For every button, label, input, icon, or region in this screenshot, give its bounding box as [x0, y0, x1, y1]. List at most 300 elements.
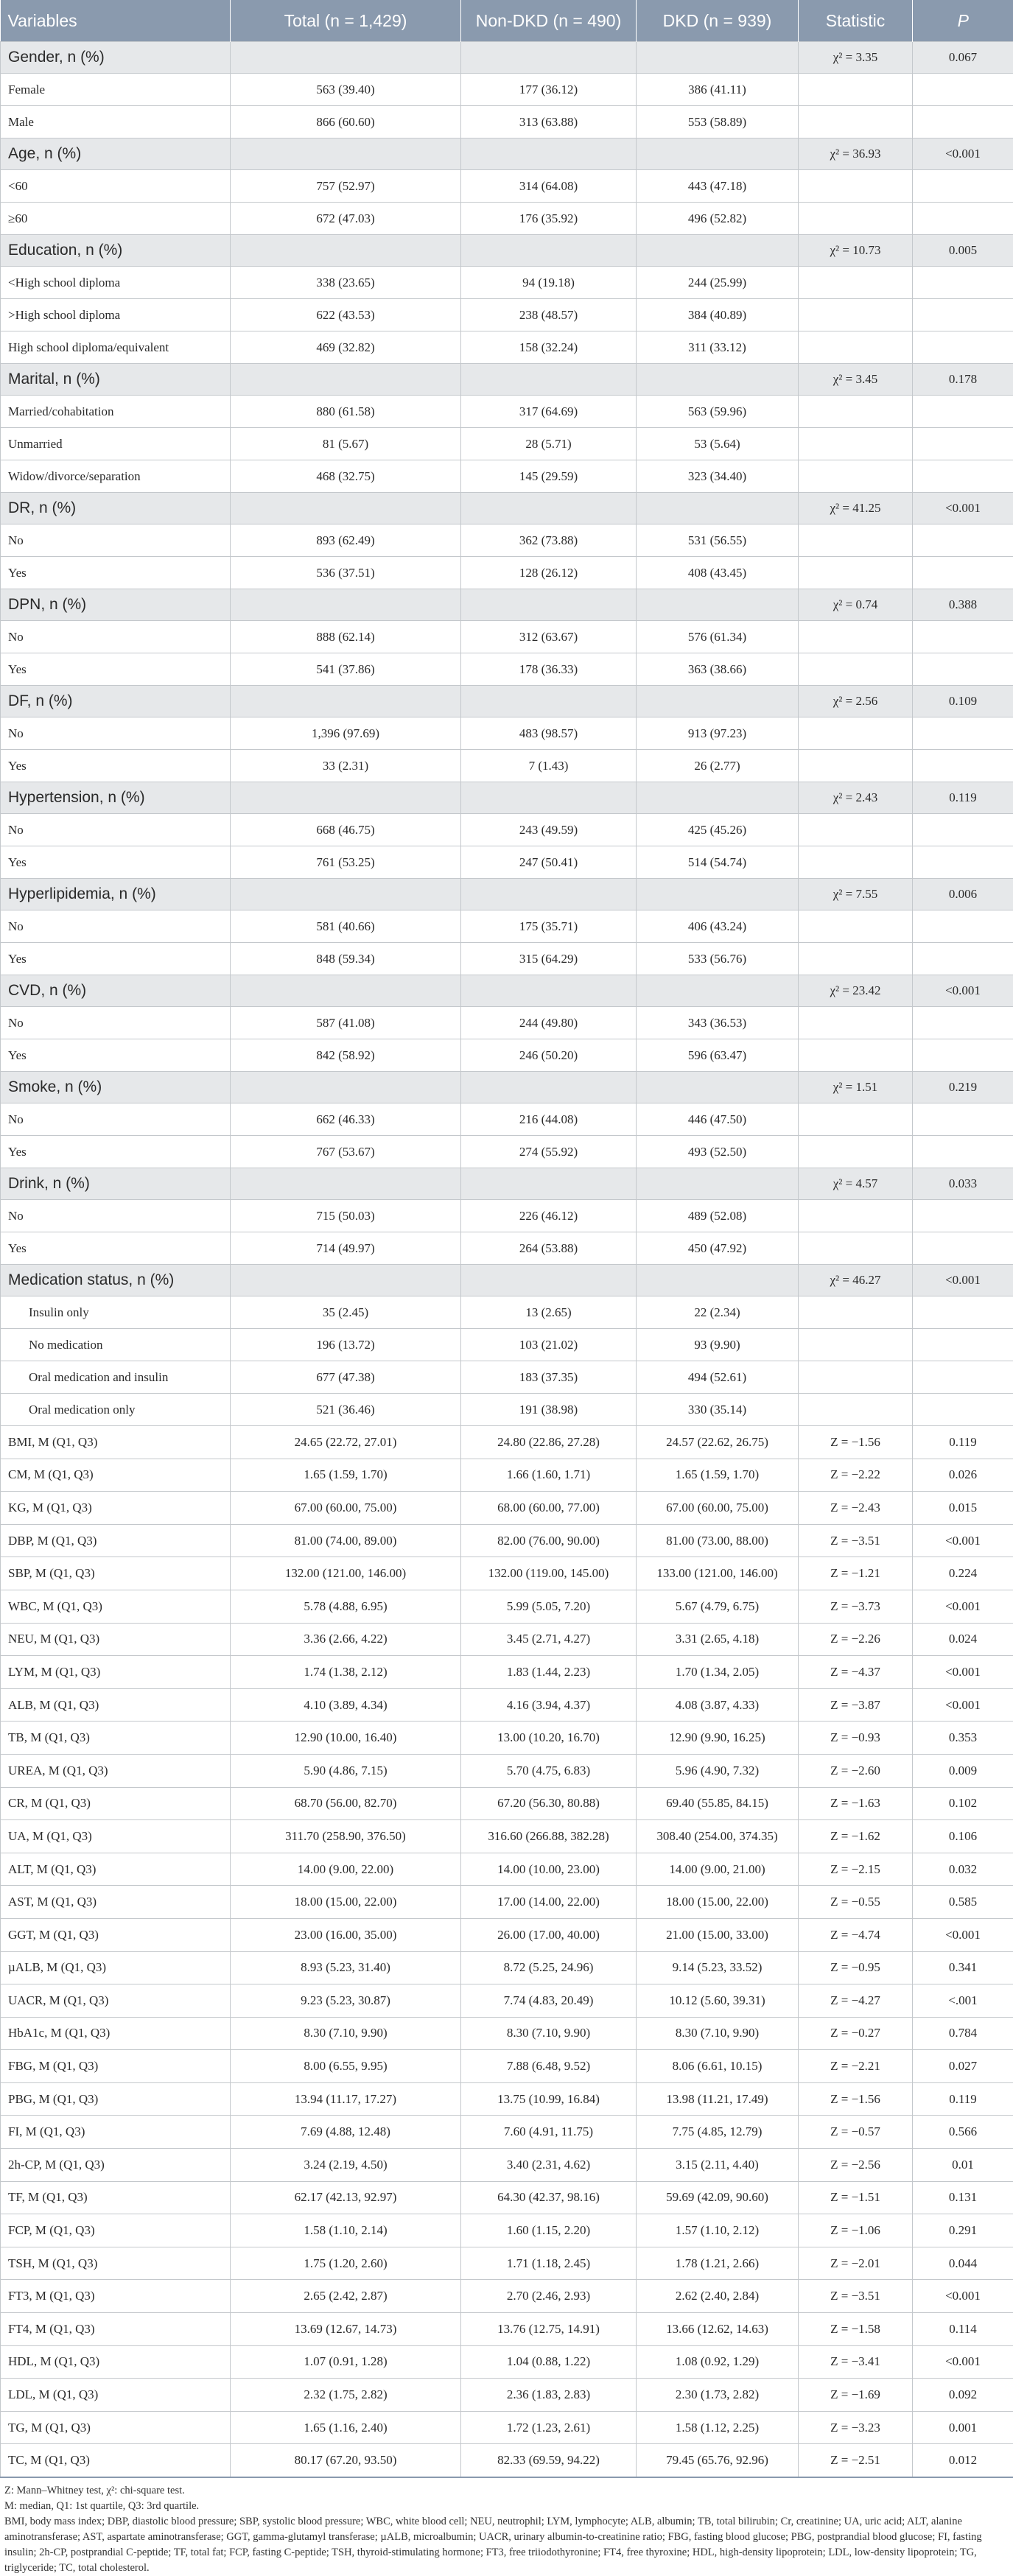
non-dkd-value: 1.60 (1.15, 2.20): [461, 2214, 637, 2247]
total-value: 35 (2.45): [231, 1296, 461, 1329]
non-dkd-value: 17.00 (14.00, 22.00): [461, 1886, 637, 1919]
total-value: 1.75 (1.20, 2.60): [231, 2247, 461, 2280]
variable-label: AST, M (Q1, Q3): [1, 1886, 231, 1919]
total-value: 2.32 (1.75, 2.82): [231, 2379, 461, 2412]
dkd-value: 5.67 (4.79, 6.75): [637, 1590, 799, 1623]
statistic-value: Z = −0.55: [799, 1886, 913, 1919]
category-p-value: 0.033: [913, 1168, 1013, 1200]
total-value: 842 (58.92): [231, 1039, 461, 1072]
non-dkd-value: 244 (49.80): [461, 1007, 637, 1039]
subgroup-row: [1, 170, 1013, 203]
total-value: 1.58 (1.10, 2.14): [231, 2214, 461, 2247]
statistic-value: Z = −1.56: [799, 2082, 913, 2116]
category-non-dkd-cell: [461, 686, 637, 717]
category-p-value: <0.001: [913, 1265, 1013, 1296]
p-value-cell: [913, 1329, 1013, 1361]
category-statistic: χ² = 2.56: [799, 686, 913, 717]
dkd-value: 514 (54.74): [637, 846, 799, 879]
dkd-value: 450 (47.92): [637, 1232, 799, 1265]
category-non-dkd-cell: [461, 782, 637, 814]
p-value: 0.566: [913, 2116, 1013, 2149]
non-dkd-value: 82.00 (76.00, 90.00): [461, 1524, 637, 1557]
subgroup-label: Yes: [1, 557, 231, 589]
subgroup-row: [1, 1329, 1013, 1361]
category-dkd-cell: [637, 138, 799, 170]
non-dkd-value: 177 (36.12): [461, 74, 637, 106]
dkd-value: 81.00 (73.00, 88.00): [637, 1524, 799, 1557]
category-row: [1, 493, 1013, 524]
total-value: 880 (61.58): [231, 396, 461, 428]
p-value: 0.291: [913, 2214, 1013, 2247]
non-dkd-value: 26.00 (17.00, 40.00): [461, 1918, 637, 1951]
subgroup-row: [1, 331, 1013, 364]
total-value: 1.74 (1.38, 2.12): [231, 1656, 461, 1689]
category-label: Education, n (%): [1, 235, 231, 267]
continuous-row: [1, 1984, 1013, 2018]
statistic-value: Z = −2.15: [799, 1853, 913, 1886]
category-statistic: χ² = 4.57: [799, 1168, 913, 1200]
subgroup-row: [1, 1200, 1013, 1232]
statistic-cell: [799, 1039, 913, 1072]
statistic-value: Z = −2.01: [799, 2247, 913, 2280]
subgroup-row: [1, 524, 1013, 557]
category-dkd-cell: [637, 493, 799, 524]
variable-label: TB, M (Q1, Q3): [1, 1722, 231, 1755]
total-value: 196 (13.72): [231, 1329, 461, 1361]
subgroup-row: [1, 1039, 1013, 1072]
total-value: 5.90 (4.86, 7.15): [231, 1754, 461, 1787]
variable-label: NEU, M (Q1, Q3): [1, 1623, 231, 1656]
total-value: 13.94 (11.17, 17.27): [231, 2082, 461, 2116]
category-dkd-cell: [637, 782, 799, 814]
category-non-dkd-cell: [461, 975, 637, 1007]
category-label: Hyperlipidemia, n (%): [1, 879, 231, 910]
p-value-cell: [913, 170, 1013, 203]
total-value: 468 (32.75): [231, 460, 461, 493]
subgroup-label: Yes: [1, 750, 231, 782]
total-value: 2.65 (2.42, 2.87): [231, 2280, 461, 2313]
dkd-value: 533 (56.76): [637, 943, 799, 975]
statistic-cell: [799, 396, 913, 428]
p-value-cell: [913, 396, 1013, 428]
p-value: 0.119: [913, 2082, 1013, 2116]
statistic-cell: [799, 74, 913, 106]
total-value: 521 (36.46): [231, 1394, 461, 1426]
continuous-row: [1, 1557, 1013, 1590]
statistic-value: Z = −1.69: [799, 2379, 913, 2412]
non-dkd-value: 176 (35.92): [461, 203, 637, 235]
subgroup-row: [1, 1361, 1013, 1394]
category-non-dkd-cell: [461, 1168, 637, 1200]
category-statistic: χ² = 1.51: [799, 1072, 913, 1103]
continuous-row: [1, 2247, 1013, 2280]
non-dkd-value: 362 (73.88): [461, 524, 637, 557]
non-dkd-value: 82.33 (69.59, 94.22): [461, 2444, 637, 2477]
p-value-cell: [913, 524, 1013, 557]
statistic-cell: [799, 331, 913, 364]
variable-label: LDL, M (Q1, Q3): [1, 2379, 231, 2412]
p-value-cell: [913, 1361, 1013, 1394]
dkd-value: 406 (43.24): [637, 910, 799, 943]
subgroup-label: Oral medication only: [1, 1394, 231, 1426]
non-dkd-value: 216 (44.08): [461, 1103, 637, 1136]
total-value: 311.70 (258.90, 376.50): [231, 1820, 461, 1853]
total-value: 24.65 (22.72, 27.01): [231, 1426, 461, 1459]
category-label: DPN, n (%): [1, 589, 231, 621]
non-dkd-value: 14.00 (10.00, 23.00): [461, 1853, 637, 1886]
non-dkd-value: 13 (2.65): [461, 1296, 637, 1329]
category-non-dkd-cell: [461, 1072, 637, 1103]
total-value: 677 (47.38): [231, 1361, 461, 1394]
subgroup-row: [1, 1232, 1013, 1265]
category-label: Gender, n (%): [1, 42, 231, 74]
subgroup-label: Female: [1, 74, 231, 106]
continuous-row: [1, 1787, 1013, 1820]
continuous-row: [1, 2082, 1013, 2116]
total-value: 8.00 (6.55, 9.95): [231, 2050, 461, 2083]
p-value: 0.01: [913, 2149, 1013, 2182]
dkd-value: 22 (2.34): [637, 1296, 799, 1329]
statistic-cell: [799, 170, 913, 203]
category-row: [1, 589, 1013, 621]
category-statistic: χ² = 3.35: [799, 42, 913, 74]
p-value-cell: [913, 203, 1013, 235]
statistic-value: Z = −2.51: [799, 2444, 913, 2477]
continuous-row: [1, 1492, 1013, 1525]
p-value: 0.106: [913, 1820, 1013, 1853]
p-value: 0.784: [913, 2017, 1013, 2050]
subgroup-label: No: [1, 1103, 231, 1136]
category-total-cell: [231, 235, 461, 267]
non-dkd-value: 483 (98.57): [461, 717, 637, 750]
statistic-cell: [799, 1007, 913, 1039]
p-value: <.001: [913, 1984, 1013, 2018]
variable-label: LYM, M (Q1, Q3): [1, 1656, 231, 1689]
total-value: 622 (43.53): [231, 299, 461, 331]
continuous-row: [1, 1524, 1013, 1557]
statistic-cell: [799, 557, 913, 589]
subgroup-row: [1, 557, 1013, 589]
total-value: 761 (53.25): [231, 846, 461, 879]
dkd-value: 12.90 (9.90, 16.25): [637, 1722, 799, 1755]
statistic-cell: [799, 1394, 913, 1426]
dkd-value: 363 (38.66): [637, 653, 799, 686]
statistic-cell: [799, 910, 913, 943]
dkd-value: 1.58 (1.12, 2.25): [637, 2411, 799, 2444]
p-value: 0.026: [913, 1459, 1013, 1492]
total-value: 8.93 (5.23, 31.40): [231, 1951, 461, 1984]
non-dkd-value: 178 (36.33): [461, 653, 637, 686]
p-value: <0.001: [913, 2280, 1013, 2313]
non-dkd-value: 3.40 (2.31, 4.62): [461, 2149, 637, 2182]
p-value-cell: [913, 74, 1013, 106]
p-value-cell: [913, 1007, 1013, 1039]
dkd-value: 133.00 (121.00, 146.00): [637, 1557, 799, 1590]
statistic-cell: [799, 460, 913, 493]
non-dkd-value: 5.99 (5.05, 7.20): [461, 1590, 637, 1623]
p-value: 0.131: [913, 2181, 1013, 2214]
continuous-row: [1, 1656, 1013, 1689]
p-value-cell: [913, 750, 1013, 782]
statistic-value: Z = −3.73: [799, 1590, 913, 1623]
total-value: 1.65 (1.59, 1.70): [231, 1459, 461, 1492]
subgroup-label: No: [1, 524, 231, 557]
p-value-cell: [913, 1039, 1013, 1072]
total-value: 3.24 (2.19, 4.50): [231, 2149, 461, 2182]
subgroup-row: [1, 910, 1013, 943]
continuous-row: [1, 2379, 1013, 2412]
statistic-cell: [799, 750, 913, 782]
dkd-value: 343 (36.53): [637, 1007, 799, 1039]
total-value: 536 (37.51): [231, 557, 461, 589]
dkd-value: 531 (56.55): [637, 524, 799, 557]
total-value: 1.07 (0.91, 1.28): [231, 2345, 461, 2379]
continuous-row: [1, 1820, 1013, 1853]
dkd-value: 1.08 (0.92, 1.29): [637, 2345, 799, 2379]
subgroup-label: <60: [1, 170, 231, 203]
header-statistic: Statistic: [799, 0, 913, 42]
p-value-cell: [913, 621, 1013, 653]
total-value: 1.65 (1.16, 2.40): [231, 2411, 461, 2444]
category-p-value: 0.178: [913, 364, 1013, 396]
dkd-value: 1.57 (1.10, 2.12): [637, 2214, 799, 2247]
p-value: 0.119: [913, 1426, 1013, 1459]
subgroup-label: No: [1, 1200, 231, 1232]
variable-label: ALB, M (Q1, Q3): [1, 1688, 231, 1722]
non-dkd-value: 247 (50.41): [461, 846, 637, 879]
category-label: Age, n (%): [1, 138, 231, 170]
total-value: 81 (5.67): [231, 428, 461, 460]
non-dkd-value: 246 (50.20): [461, 1039, 637, 1072]
total-value: 714 (49.97): [231, 1232, 461, 1265]
non-dkd-value: 315 (64.29): [461, 943, 637, 975]
non-dkd-value: 175 (35.71): [461, 910, 637, 943]
total-value: 581 (40.66): [231, 910, 461, 943]
p-value-cell: [913, 557, 1013, 589]
non-dkd-value: 183 (37.35): [461, 1361, 637, 1394]
total-value: 68.70 (56.00, 82.70): [231, 1787, 461, 1820]
subgroup-label: No: [1, 621, 231, 653]
total-value: 587 (41.08): [231, 1007, 461, 1039]
category-row: [1, 1265, 1013, 1296]
subgroup-row: [1, 1394, 1013, 1426]
p-value-cell: [913, 1136, 1013, 1168]
statistic-value: Z = −3.51: [799, 1524, 913, 1557]
variable-label: HbA1c, M (Q1, Q3): [1, 2017, 231, 2050]
dkd-value: 24.57 (22.62, 26.75): [637, 1426, 799, 1459]
variable-label: ALT, M (Q1, Q3): [1, 1853, 231, 1886]
p-value-cell: [913, 460, 1013, 493]
total-value: 80.17 (67.20, 93.50): [231, 2444, 461, 2477]
total-value: 541 (37.86): [231, 653, 461, 686]
p-value: <0.001: [913, 1524, 1013, 1557]
p-value: 0.009: [913, 1754, 1013, 1787]
continuous-row: [1, 2444, 1013, 2477]
p-value: 0.224: [913, 1557, 1013, 1590]
dkd-value: 1.70 (1.34, 2.05): [637, 1656, 799, 1689]
subgroup-row: [1, 1136, 1013, 1168]
header-p: P: [913, 0, 1013, 42]
non-dkd-value: 68.00 (60.00, 77.00): [461, 1492, 637, 1525]
total-value: 662 (46.33): [231, 1103, 461, 1136]
subgroup-row: [1, 106, 1013, 138]
dkd-value: 53 (5.64): [637, 428, 799, 460]
category-statistic: χ² = 3.45: [799, 364, 913, 396]
total-value: 33 (2.31): [231, 750, 461, 782]
variable-label: HDL, M (Q1, Q3): [1, 2345, 231, 2379]
category-dkd-cell: [637, 364, 799, 396]
dkd-value: 9.14 (5.23, 33.52): [637, 1951, 799, 1984]
non-dkd-value: 274 (55.92): [461, 1136, 637, 1168]
statistic-value: Z = −2.22: [799, 1459, 913, 1492]
category-label: Smoke, n (%): [1, 1072, 231, 1103]
footnote-tests: Z: Mann–Whitney test, χ²: chi-square test.: [4, 2483, 1009, 2499]
category-non-dkd-cell: [461, 235, 637, 267]
category-dkd-cell: [637, 1168, 799, 1200]
category-label: Drink, n (%): [1, 1168, 231, 1200]
total-value: 848 (59.34): [231, 943, 461, 975]
dkd-value: 1.65 (1.59, 1.70): [637, 1459, 799, 1492]
subgroup-label: Widow/divorce/separation: [1, 460, 231, 493]
p-value-cell: [913, 1296, 1013, 1329]
dkd-value: 493 (52.50): [637, 1136, 799, 1168]
total-value: 469 (32.82): [231, 331, 461, 364]
p-value: 0.044: [913, 2247, 1013, 2280]
statistic-value: Z = −1.58: [799, 2313, 913, 2346]
category-total-cell: [231, 364, 461, 396]
p-value-cell: [913, 943, 1013, 975]
p-value-cell: [913, 1200, 1013, 1232]
statistic-value: Z = −0.57: [799, 2116, 913, 2149]
subgroup-label: Yes: [1, 1039, 231, 1072]
variable-label: FI, M (Q1, Q3): [1, 2116, 231, 2149]
statistic-cell: [799, 846, 913, 879]
p-value-cell: [913, 1232, 1013, 1265]
continuous-row: [1, 1722, 1013, 1755]
p-value-cell: [913, 1394, 1013, 1426]
subgroup-label: Insulin only: [1, 1296, 231, 1329]
continuous-row: [1, 2280, 1013, 2313]
dkd-value: 494 (52.61): [637, 1361, 799, 1394]
subgroup-row: [1, 621, 1013, 653]
subgroup-row: [1, 814, 1013, 846]
variable-label: FCP, M (Q1, Q3): [1, 2214, 231, 2247]
statistic-cell: [799, 1232, 913, 1265]
dkd-value: 3.31 (2.65, 4.18): [637, 1623, 799, 1656]
category-dkd-cell: [637, 975, 799, 1007]
statistic-cell: [799, 106, 913, 138]
dkd-value: 386 (41.11): [637, 74, 799, 106]
non-dkd-value: 1.66 (1.60, 1.71): [461, 1459, 637, 1492]
non-dkd-value: 1.72 (1.23, 2.61): [461, 2411, 637, 2444]
continuous-row: [1, 2214, 1013, 2247]
category-dkd-cell: [637, 1265, 799, 1296]
statistic-value: Z = −0.95: [799, 1951, 913, 1984]
total-value: 767 (53.67): [231, 1136, 461, 1168]
non-dkd-value: 243 (49.59): [461, 814, 637, 846]
total-value: 5.78 (4.88, 6.95): [231, 1590, 461, 1623]
non-dkd-value: 4.16 (3.94, 4.37): [461, 1688, 637, 1722]
continuous-row: [1, 1459, 1013, 1492]
subgroup-label: Male: [1, 106, 231, 138]
variable-label: WBC, M (Q1, Q3): [1, 1590, 231, 1623]
category-p-value: 0.109: [913, 686, 1013, 717]
dkd-value: 563 (59.96): [637, 396, 799, 428]
category-p-value: 0.219: [913, 1072, 1013, 1103]
continuous-row: [1, 1853, 1013, 1886]
total-value: 338 (23.65): [231, 267, 461, 299]
category-p-value: 0.119: [913, 782, 1013, 814]
header-row: [1, 0, 1013, 42]
dkd-value: 26 (2.77): [637, 750, 799, 782]
dkd-value: 446 (47.50): [637, 1103, 799, 1136]
non-dkd-value: 13.00 (10.20, 16.70): [461, 1722, 637, 1755]
statistic-value: Z = −1.51: [799, 2181, 913, 2214]
p-value: 0.585: [913, 1886, 1013, 1919]
subgroup-row: [1, 1103, 1013, 1136]
dkd-value: 79.45 (65.76, 92.96): [637, 2444, 799, 2477]
subgroup-label: No medication: [1, 1329, 231, 1361]
dkd-value: 1.78 (1.21, 2.66): [637, 2247, 799, 2280]
category-non-dkd-cell: [461, 138, 637, 170]
category-label: Medication status, n (%): [1, 1265, 231, 1296]
category-statistic: χ² = 2.43: [799, 782, 913, 814]
category-non-dkd-cell: [461, 364, 637, 396]
non-dkd-value: 2.70 (2.46, 2.93): [461, 2280, 637, 2313]
subgroup-label: No: [1, 1007, 231, 1039]
statistic-value: Z = −4.27: [799, 1984, 913, 2018]
dkd-value: 489 (52.08): [637, 1200, 799, 1232]
p-value: <0.001: [913, 1590, 1013, 1623]
non-dkd-value: 7.88 (6.48, 9.52): [461, 2050, 637, 2083]
subgroup-row: [1, 943, 1013, 975]
subgroup-row: [1, 428, 1013, 460]
p-value: <0.001: [913, 1918, 1013, 1951]
non-dkd-value: 7.60 (4.91, 11.75): [461, 2116, 637, 2149]
continuous-row: [1, 1951, 1013, 1984]
non-dkd-value: 7 (1.43): [461, 750, 637, 782]
p-value: 0.353: [913, 1722, 1013, 1755]
category-row: [1, 782, 1013, 814]
category-row: [1, 1168, 1013, 1200]
category-total-cell: [231, 493, 461, 524]
category-total-cell: [231, 782, 461, 814]
statistic-value: Z = −2.60: [799, 1754, 913, 1787]
category-statistic: χ² = 7.55: [799, 879, 913, 910]
subgroup-label: High school diploma/equivalent: [1, 331, 231, 364]
subgroup-label: No: [1, 717, 231, 750]
total-value: 67.00 (60.00, 75.00): [231, 1492, 461, 1525]
non-dkd-value: 158 (32.24): [461, 331, 637, 364]
dkd-value: 14.00 (9.00, 21.00): [637, 1853, 799, 1886]
subgroup-row: [1, 846, 1013, 879]
category-dkd-cell: [637, 589, 799, 621]
dkd-value: 93 (9.90): [637, 1329, 799, 1361]
statistic-cell: [799, 428, 913, 460]
dkd-value: 67.00 (60.00, 75.00): [637, 1492, 799, 1525]
statistic-value: Z = −2.21: [799, 2050, 913, 2083]
category-dkd-cell: [637, 1072, 799, 1103]
subgroup-row: [1, 299, 1013, 331]
p-value: 0.032: [913, 1853, 1013, 1886]
total-value: 668 (46.75): [231, 814, 461, 846]
category-p-value: <0.001: [913, 138, 1013, 170]
continuous-row: [1, 1918, 1013, 1951]
subgroup-row: [1, 1007, 1013, 1039]
dkd-value: 69.40 (55.85, 84.15): [637, 1787, 799, 1820]
variable-label: BMI, M (Q1, Q3): [1, 1426, 231, 1459]
statistic-cell: [799, 267, 913, 299]
